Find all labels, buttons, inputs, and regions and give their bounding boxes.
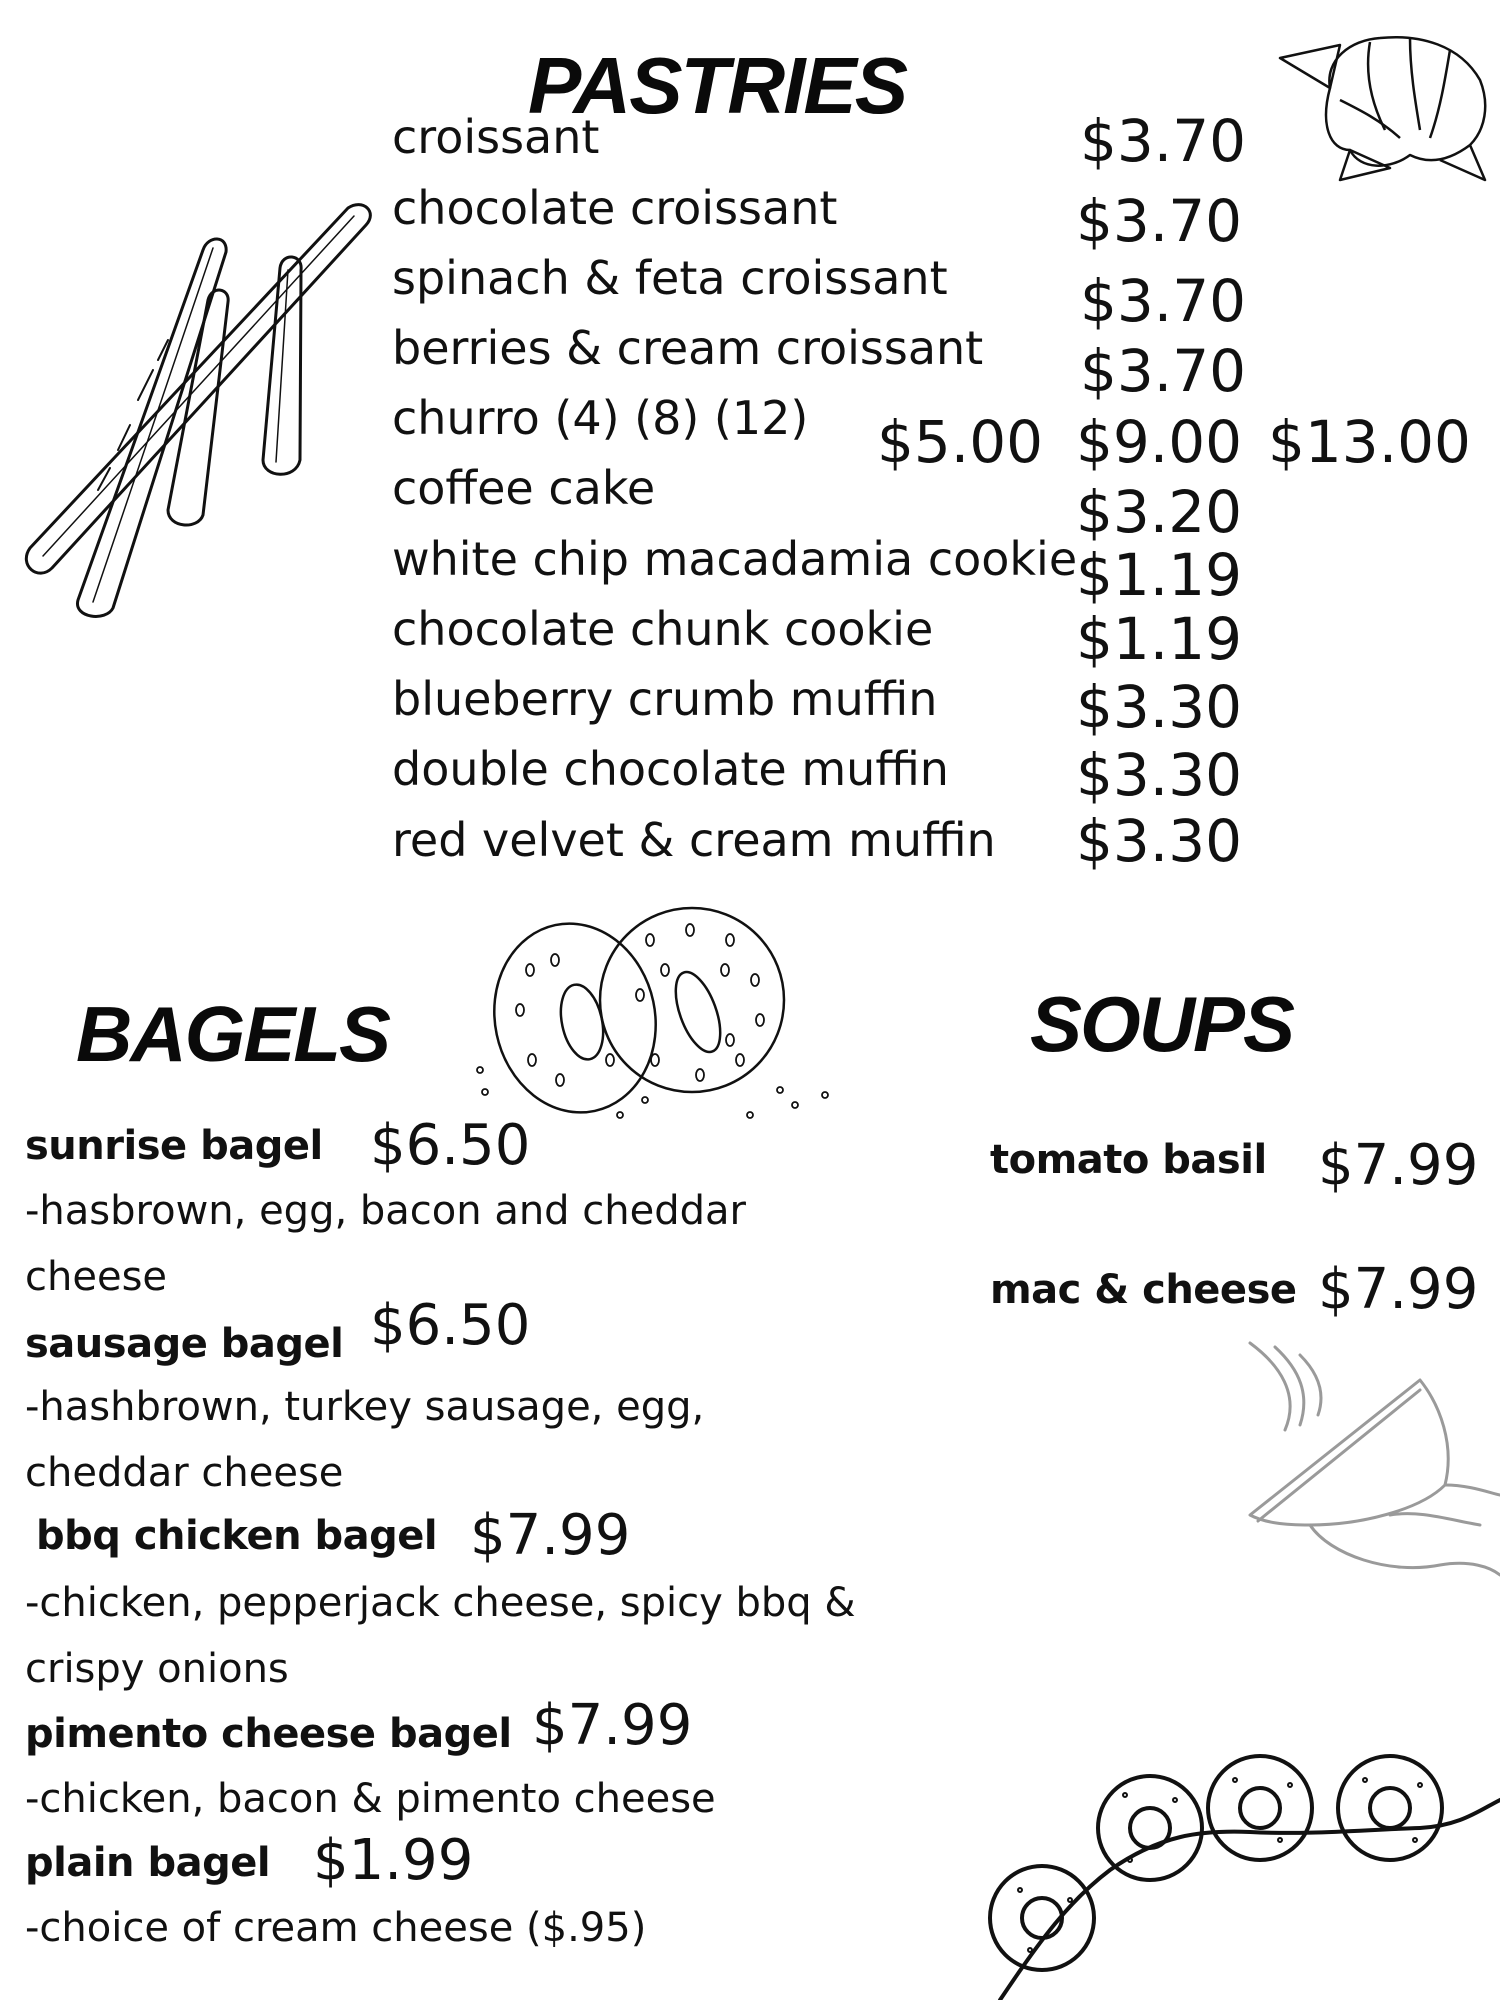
pastry-name-double-chocolate-muffin: double chocolate muffin xyxy=(392,742,949,796)
pastry-price-chocolate-chunk-cookie: $1.19 xyxy=(1076,605,1243,673)
pastry-name-coffee-cake: coffee cake xyxy=(392,461,656,515)
bagel-price-plain: $1.99 xyxy=(313,1828,474,1893)
pastry-price-blueberry-crumb-muffin: $3.30 xyxy=(1076,673,1243,741)
pastry-name-white-chip-macadamia-cookie: white chip macadamia cookie xyxy=(392,532,1078,586)
pastry-price-spinach-feta-croissant: $3.70 xyxy=(1080,267,1247,335)
soup-name-tomato-basil: tomato basil xyxy=(990,1137,1267,1183)
pastry-name-chocolate-chunk-cookie: chocolate chunk cookie xyxy=(392,602,934,656)
bagel-string-icon xyxy=(960,1740,1500,2000)
pastry-price-churro-8: $9.00 xyxy=(1076,408,1243,476)
bagel-desc-bbq-chicken: -chicken, pepperjack cheese, spicy bbq & crispy onions xyxy=(25,1580,856,1692)
pastry-name-croissant: croissant xyxy=(392,110,600,164)
bagel-price-sausage: $6.50 xyxy=(370,1293,531,1358)
pastry-price-churro-12: $13.00 xyxy=(1268,408,1471,476)
bagel-name-sunrise: sunrise bagel xyxy=(25,1123,323,1169)
churro-icon xyxy=(18,190,378,630)
pastry-name-chocolate-croissant: chocolate croissant xyxy=(392,181,838,235)
pastry-price-coffee-cake: $3.20 xyxy=(1076,478,1243,546)
bagel-desc-sausage: -hashbrown, turkey sausage, egg, cheddar cheese xyxy=(25,1384,705,1496)
pastry-price-croissant: $3.70 xyxy=(1080,107,1247,175)
bagels-heading: BAGELS xyxy=(76,990,390,1078)
bagel-name-pimento-cheese: pimento cheese bagel xyxy=(25,1711,512,1757)
pastry-price-white-chip-macadamia-cookie: $1.19 xyxy=(1076,541,1243,609)
soup-name-mac-cheese: mac & cheese xyxy=(990,1267,1297,1313)
bagel-price-pimento-cheese: $7.99 xyxy=(532,1693,693,1758)
bagel-icon xyxy=(460,900,840,1140)
bagel-price-bbq-chicken: $7.99 xyxy=(470,1503,631,1568)
croissant-icon xyxy=(1270,20,1500,190)
bagel-desc-sunrise: -hasbrown, egg, bacon and cheddar cheese xyxy=(25,1188,746,1300)
bagel-desc-plain: -choice of cream cheese ($.95) xyxy=(25,1905,647,1951)
bagel-name-sausage: sausage bagel xyxy=(25,1321,344,1367)
bagel-name-plain: plain bagel xyxy=(25,1840,271,1886)
bagel-name-bbq-chicken: bbq chicken bagel xyxy=(36,1513,438,1559)
soup-price-tomato-basil: $7.99 xyxy=(1318,1133,1479,1198)
pastry-name-blueberry-crumb-muffin: blueberry crumb muffin xyxy=(392,672,938,726)
pastries-heading: PASTRIES xyxy=(528,41,907,130)
pastry-price-chocolate-croissant: $3.70 xyxy=(1076,187,1243,255)
pastry-price-double-chocolate-muffin: $3.30 xyxy=(1076,741,1243,809)
pastry-price-red-velvet-cream-muffin: $3.30 xyxy=(1076,807,1243,875)
bagel-price-sunrise: $6.50 xyxy=(370,1113,531,1178)
pastry-price-churro-4: $5.00 xyxy=(877,408,1044,476)
pastry-name-churro: churro (4) (8) (12) xyxy=(392,391,809,445)
soup-price-mac-cheese: $7.99 xyxy=(1318,1257,1479,1322)
soups-heading: SOUPS xyxy=(1030,980,1294,1068)
bagel-desc-pimento-cheese: -chicken, bacon & pimento cheese xyxy=(25,1776,716,1822)
pastry-price-berries-cream-croissant: $3.70 xyxy=(1080,337,1247,405)
pastry-name-red-velvet-cream-muffin: red velvet & cream muffin xyxy=(392,813,996,867)
pastry-name-spinach-feta-croissant: spinach & feta croissant xyxy=(392,251,948,305)
pastry-name-berries-cream-croissant: berries & cream croissant xyxy=(392,321,984,375)
soup-bowl-icon xyxy=(1240,1335,1500,1605)
